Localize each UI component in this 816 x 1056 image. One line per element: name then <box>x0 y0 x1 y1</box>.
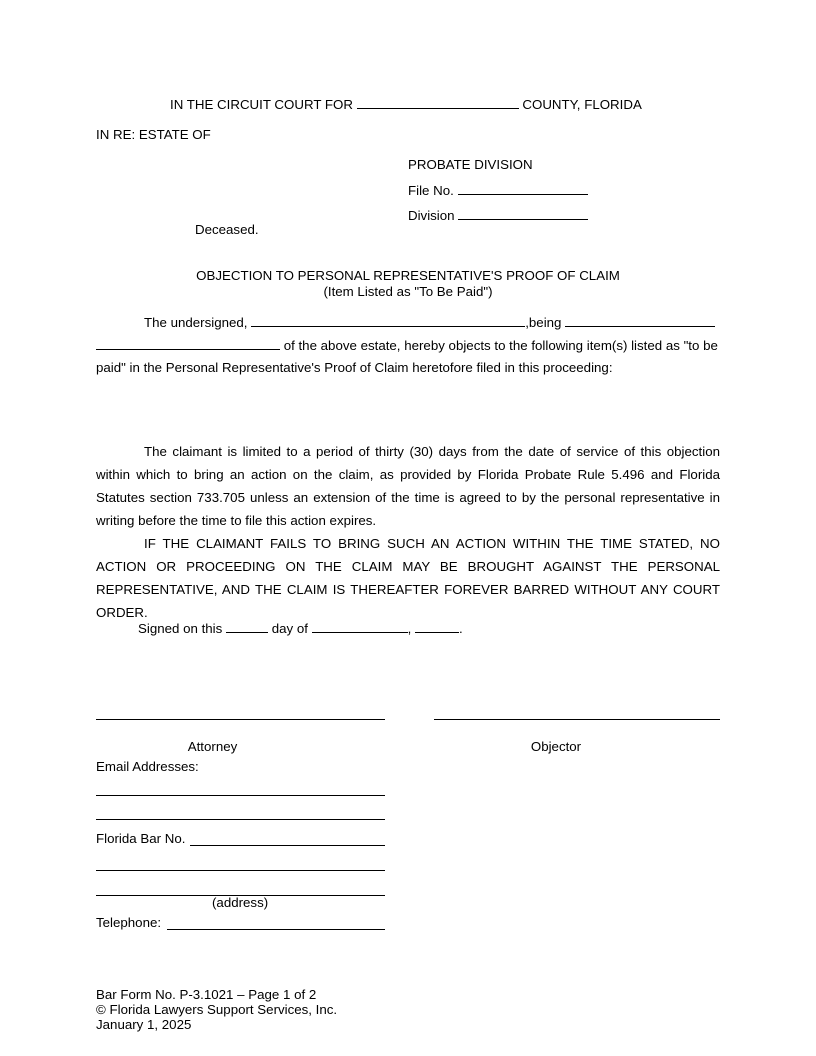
p3-text: IF THE CLAIMANT FAILS TO BRING SUCH AN ACTION WITHIN THE TIME STATED, NO ACTION OR PROCEEDING ON THE CLAIM MAY BE BROUGHT AGAINST THE PERSONAL REPRESENTATIVE, AND THE CLAIM IS THEREAFTER FOREVER BARRED WITHOUT ANY COURT ORDER. <box>96 536 720 620</box>
email-line-2[interactable] <box>96 819 385 820</box>
telephone-line[interactable] <box>167 929 385 930</box>
objector-label: Objector <box>530 739 582 754</box>
day-blank[interactable] <box>226 620 268 633</box>
p1-start: The undersigned, <box>144 315 248 330</box>
signed-on-row <box>138 620 463 636</box>
county-blank[interactable] <box>357 96 519 109</box>
period: . <box>459 621 463 636</box>
file-no-row <box>408 182 588 198</box>
attorney-signature-line[interactable] <box>96 719 385 720</box>
p1-line2 <box>96 337 718 353</box>
telephone-label: Telephone: <box>96 915 162 930</box>
address-label: (address) <box>212 895 269 910</box>
p1-being: ,being <box>525 315 562 330</box>
document-subtitle: (Item Listed as "To Be Paid") <box>323 284 493 299</box>
claimant-limit-paragraph <box>96 440 720 532</box>
objector-name-blank[interactable] <box>251 314 525 327</box>
deceased-label: Deceased. <box>195 222 259 237</box>
court-prefix: IN THE CIRCUIT COURT FOR <box>170 97 353 112</box>
division-blank[interactable] <box>458 207 588 220</box>
probate-division: PROBATE DIVISION <box>408 157 533 172</box>
footer-copyright: © Florida Lawyers Support Services, Inc. <box>96 1002 338 1017</box>
email-addresses-label: Email Addresses: <box>96 759 199 774</box>
file-no-label: File No. <box>408 183 454 198</box>
objector-signature-line[interactable] <box>434 719 720 720</box>
month-blank[interactable] <box>312 620 408 633</box>
florida-bar-label: Florida Bar No. <box>96 831 186 846</box>
florida-bar-line[interactable] <box>190 845 385 846</box>
division-row <box>408 207 588 223</box>
court-heading <box>170 96 642 112</box>
barred-warning-paragraph <box>96 532 720 624</box>
florida-bar-row <box>96 831 185 846</box>
p1-line2-text: of the above estate, hereby objects to the following item(s) listed as "to be <box>283 338 718 353</box>
year-blank[interactable] <box>415 620 459 633</box>
file-no-blank[interactable] <box>458 182 588 195</box>
division-label: Division <box>408 208 455 223</box>
capacity-blank-cont[interactable] <box>96 337 280 350</box>
capacity-blank[interactable] <box>565 314 715 327</box>
court-suffix: COUNTY, FLORIDA <box>522 97 642 112</box>
p1-line1 <box>144 314 715 330</box>
footer-form-no: Bar Form No. P-3.1021 – Page 1 of 2 <box>96 987 317 1002</box>
attorney-label: Attorney <box>187 739 238 754</box>
email-line-1[interactable] <box>96 795 385 796</box>
signed-on-label: Signed on this <box>138 621 223 636</box>
comma-sep: , <box>407 621 412 636</box>
address-line-1[interactable] <box>96 870 385 871</box>
p2-text: The claimant is limited to a period of thirty (30) days from the date of service of this objection within which to bring an action on the claim, as provided by Florida Probate Rule 5.496 and Florida Statutes section 733.705 unless an extension of the time is agreed to by the personal representative in writing before the time to file this action expires. <box>96 444 720 528</box>
footer-date: January 1, 2025 <box>96 1017 192 1032</box>
document-title: OBJECTION TO PERSONAL REPRESENTATIVE'S PROOF OF CLAIM <box>196 268 620 283</box>
day-of-label: day of <box>271 621 308 636</box>
in-re-estate: IN RE: ESTATE OF <box>96 127 211 142</box>
p1-line3: paid" in the Personal Representative's Proof of Claim heretofore filed in this proceeding: <box>96 360 613 375</box>
